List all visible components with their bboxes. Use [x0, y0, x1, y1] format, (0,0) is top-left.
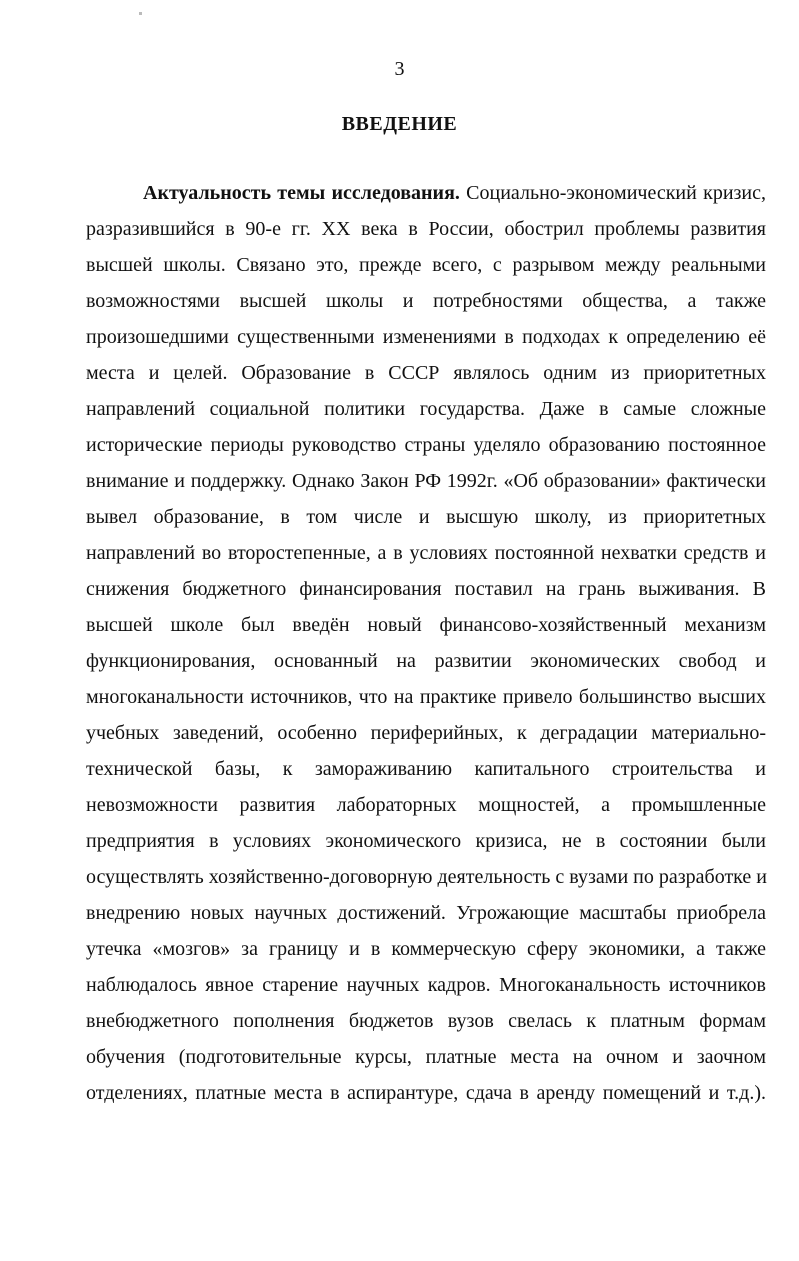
scan-speck	[139, 12, 142, 15]
text-line: отделениях, платные места в аспирантуре, сдача в аренду помещений и т.д.).	[86, 1082, 766, 1104]
text-line: разразившийся в 90-е гг. XX века в России, обострил проблемы развития	[86, 218, 766, 240]
text-line: функционирования, основанный на развитии экономических свобод и	[86, 650, 766, 672]
lead-phrase: Актуальность темы исследования.	[143, 182, 460, 204]
text-line: снижения бюджетного финансирования поставил на грань выживания. В	[86, 578, 766, 600]
text-line: наблюдалось явное старение научных кадров. Многоканальность источников	[86, 974, 766, 996]
text-line: направлений социальной политики государства. Даже в самые сложные	[86, 398, 766, 420]
text-line: осуществлять хозяйственно-договорную деятельность с вузами по разработке и	[86, 866, 767, 888]
text-line: внебюджетного пополнения бюджетов вузов свелась к платным формам	[86, 1010, 766, 1032]
text-line: вывел образование, в том числе и высшую школу, из приоритетных	[86, 506, 766, 528]
text-line: Актуальность темы исследования. Социально-экономический кризис,	[143, 182, 766, 204]
text-line: утечка «мозгов» за границу и в коммерческую сферу экономики, а также	[86, 938, 766, 960]
text-line: направлений во второстепенные, а в условиях постоянной нехватки средств и	[86, 542, 766, 564]
text-line: исторические периоды руководство страны уделяло образованию постоянное	[86, 434, 766, 456]
text-line: места и целей. Образование в СССР являлось одним из приоритетных	[86, 362, 766, 384]
text-line: внедрению новых научных достижений. Угрожающие масштабы приобрела	[86, 902, 766, 924]
text-line: невозможности развития лабораторных мощностей, а промышленные	[86, 794, 766, 816]
text-line: возможностями высшей школы и потребностями общества, а также	[86, 290, 766, 312]
text-line: произошедшими существенными изменениями в подходах к определению её	[86, 326, 766, 348]
body-paragraph	[86, 175, 766, 1111]
text-line: высшей школе был введён новый финансово-хозяйственный механизм	[86, 614, 766, 636]
text-line: технической базы, к замораживанию капитального строительства и	[86, 758, 766, 780]
section-heading: ВВЕДЕНИЕ	[341, 113, 458, 135]
text-line: обучения (подготовительные курсы, платные места на очном и заочном	[86, 1046, 766, 1068]
text-line: многоканальности источников, что на практике привело большинство высших	[86, 686, 766, 708]
text-line: учебных заведений, особенно периферийных, к деградации материально-	[86, 722, 766, 744]
text-line: предприятия в условиях экономического кризиса, не в состоянии были	[86, 830, 766, 852]
page-number: 3	[394, 58, 405, 80]
text-line: высшей школы. Связано это, прежде всего, с разрывом между реальными	[86, 254, 766, 276]
text-line: внимание и поддержку. Однако Закон РФ 1992г. «Об образовании» фактически	[86, 470, 766, 492]
